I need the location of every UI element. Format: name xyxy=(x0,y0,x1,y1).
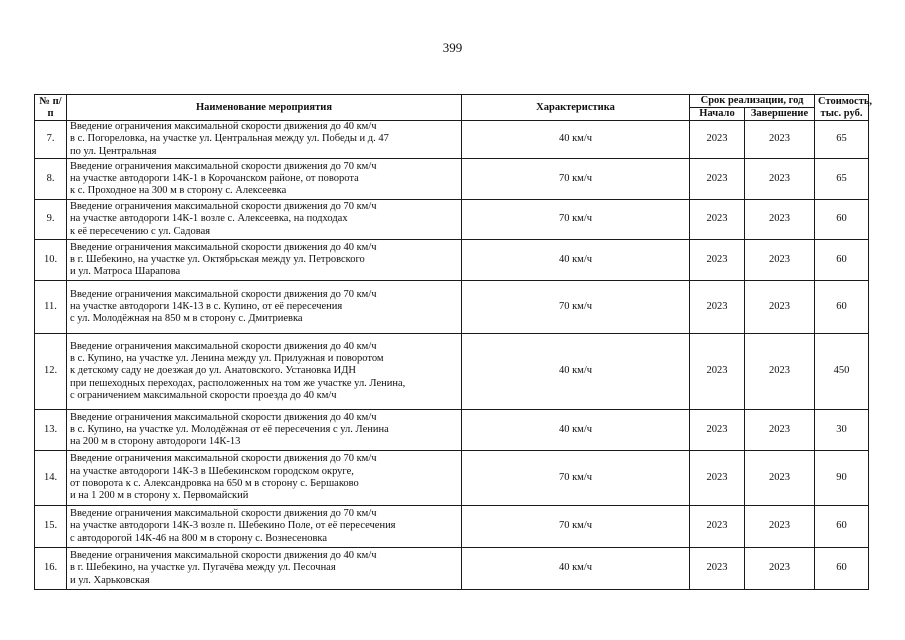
row-num: 11. xyxy=(35,281,67,334)
table-row xyxy=(35,334,869,410)
row-characteristic: 70 км/ч xyxy=(462,506,690,548)
measures-table xyxy=(34,94,873,590)
row-characteristic: 70 км/ч xyxy=(462,451,690,506)
row-characteristic: 40 км/ч xyxy=(462,240,690,281)
row-end: 2023 xyxy=(745,410,815,451)
row-name: Введение ограничения максимальной скорости движения до 40 км/ч в г. Шебекино, на участке ул. Октябрьская между ул. Петровского и ул. Матроса Шарапова xyxy=(67,240,462,281)
page-number: 399 xyxy=(442,40,463,55)
row-start: 2023 xyxy=(690,410,745,451)
row-end: 2023 xyxy=(745,334,815,410)
table-row xyxy=(35,200,869,240)
row-num: 8. xyxy=(35,159,67,200)
row-cost: 450 xyxy=(815,334,869,410)
row-name: Введение ограничения максимальной скорости движения до 70 км/ч на участке автодороги 14К-3 в Шебекинском городском округе, от поворота к с. Александровка на 650 м в сторону с. Бершаково и на 1 200 м в сторону х. Первомайский xyxy=(67,451,462,506)
row-name: Введение ограничения максимальной скорости движения до 70 км/ч на участке автодороги 14К-1 в Корочанском районе, от поворота к с. Проходное на 300 м в сторону с. Алексеевка xyxy=(67,159,462,200)
row-characteristic: 70 км/ч xyxy=(462,281,690,334)
header-cost: Стоимость, тыс. руб. xyxy=(815,95,869,121)
table-row xyxy=(35,451,869,506)
row-start: 2023 xyxy=(690,334,745,410)
table-row xyxy=(35,240,869,281)
row-characteristic: 40 км/ч xyxy=(462,410,690,451)
table-row xyxy=(35,506,869,548)
row-name: Введение ограничения максимальной скорости движения до 40 км/ч в с. Купино, на участке ул. Ленина между ул. Прилужная и поворотом к детскому саду не доезжая до ул. Анатовского. Установка ИДН при пешеходных переходах, расположенных на том же участке ул. Ленина, с ограничением максимальной скорости проезда до 40 км/ч xyxy=(67,334,462,410)
row-start: 2023 xyxy=(690,451,745,506)
row-cost: 30 xyxy=(815,410,869,451)
row-cost: 65 xyxy=(815,121,869,159)
row-cost: 90 xyxy=(815,451,869,506)
row-start: 2023 xyxy=(690,121,745,159)
row-name: Введение ограничения максимальной скорости движения до 40 км/ч в с. Купино, на участке ул. Молодёжная от её пересечения с ул. Ленина на 200 м в сторону автодороги 14К-13 xyxy=(67,410,462,451)
row-cost: 60 xyxy=(815,281,869,334)
row-start: 2023 xyxy=(690,548,745,590)
row-end: 2023 xyxy=(745,200,815,240)
row-num: 9. xyxy=(35,200,67,240)
row-name: Введение ограничения максимальной скорости движения до 70 км/ч на участке автодороги 14К-1 возле с. Алексеевка, на подходах к её пересечению с ул. Садовая xyxy=(67,200,462,240)
row-characteristic: 40 км/ч xyxy=(462,334,690,410)
row-start: 2023 xyxy=(690,200,745,240)
row-end: 2023 xyxy=(745,121,815,159)
row-end: 2023 xyxy=(745,506,815,548)
row-cost: 60 xyxy=(815,200,869,240)
table-row xyxy=(35,121,869,159)
table-row xyxy=(35,548,869,590)
row-num: 15. xyxy=(35,506,67,548)
row-end: 2023 xyxy=(745,240,815,281)
row-start: 2023 xyxy=(690,281,745,334)
row-start: 2023 xyxy=(690,240,745,281)
header-num: № п/п xyxy=(35,95,67,121)
row-num: 7. xyxy=(35,121,67,159)
row-num: 14. xyxy=(35,451,67,506)
row-num: 13. xyxy=(35,410,67,451)
table-row xyxy=(35,410,869,451)
row-name: Введение ограничения максимальной скорости движения до 70 км/ч на участке автодороги 14К-3 возле п. Шебекино Поле, от её пересечения с автодорогой 14К-46 на 800 м в сторону с. Вознесеновка xyxy=(67,506,462,548)
header-end: Завершение xyxy=(745,108,815,121)
row-cost: 60 xyxy=(815,506,869,548)
header-period: Срок реализации, год xyxy=(690,95,815,108)
row-end: 2023 xyxy=(745,548,815,590)
row-characteristic: 40 км/ч xyxy=(462,548,690,590)
row-cost: 60 xyxy=(815,240,869,281)
row-characteristic: 70 км/ч xyxy=(462,200,690,240)
row-start: 2023 xyxy=(690,506,745,548)
row-num: 12. xyxy=(35,334,67,410)
row-name: Введение ограничения максимальной скорости движения до 70 км/ч на участке автодороги 14К-13 в с. Купино, от её пересечения с ул. Молодёжная на 850 м в сторону с. Дмитриевка xyxy=(67,281,462,334)
row-num: 10. xyxy=(35,240,67,281)
row-characteristic: 40 км/ч xyxy=(462,121,690,159)
header-name: Наименование мероприятия xyxy=(67,95,462,121)
row-end: 2023 xyxy=(745,159,815,200)
table-row xyxy=(35,281,869,334)
row-end: 2023 xyxy=(745,281,815,334)
row-start: 2023 xyxy=(690,159,745,200)
header-start: Начало xyxy=(690,108,745,121)
row-name: Введение ограничения максимальной скорости движения до 40 км/ч в с. Погореловка, на участке ул. Центральная между ул. Победы и д. 47 по ул. Центральная xyxy=(67,121,462,159)
row-num: 16. xyxy=(35,548,67,590)
row-cost: 60 xyxy=(815,548,869,590)
row-end: 2023 xyxy=(745,451,815,506)
row-cost: 65 xyxy=(815,159,869,200)
row-name: Введение ограничения максимальной скорости движения до 40 км/ч в г. Шебекино, на участке ул. Пугачёва между ул. Песочная и ул. Харьковская xyxy=(67,548,462,590)
table-row xyxy=(35,159,869,200)
row-characteristic: 70 км/ч xyxy=(462,159,690,200)
header-characteristic: Характеристика xyxy=(462,95,690,121)
